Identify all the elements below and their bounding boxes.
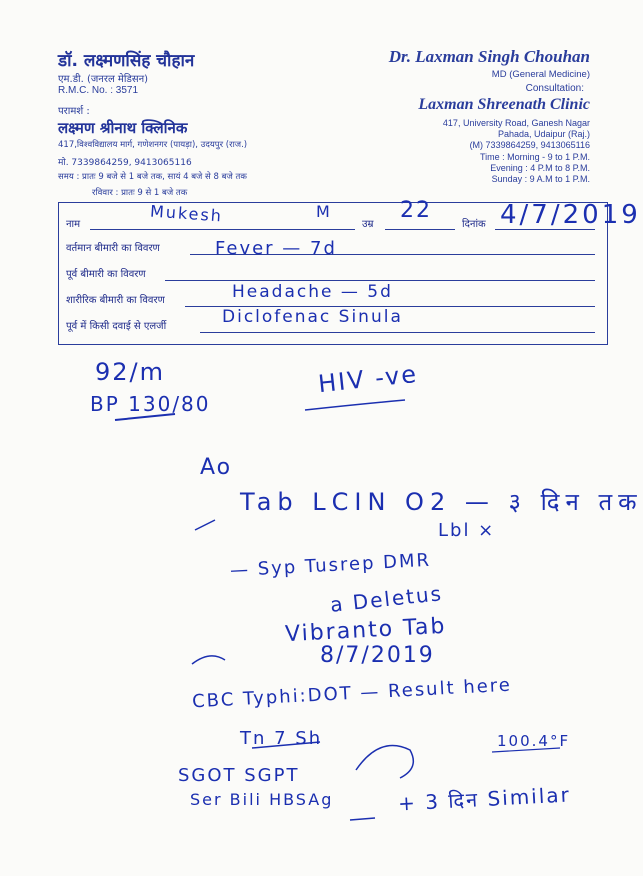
tablet-note: Tab LCIN O2 — ३ दिन तक: [240, 488, 643, 516]
degree-english: MD (General Medicine): [491, 69, 590, 80]
address-hindi: 417,विश्वविद्यालय मार्ग, गणेशनगर (पायड़ा), उदयपुर (राज.): [58, 140, 248, 150]
timing-sunday: Sunday : 9 A.M to 1 P.M.: [491, 174, 590, 184]
timing-hindi: समय : प्रातः 9 बजे से 1 बजे तक, सायं 4 बजे से 8 बजे तक: [58, 172, 247, 182]
timing-morning: Time : Morning - 9 to 1 P.M.: [479, 152, 590, 162]
degree-hindi: एम.डी. (जनरल मेडिसन): [58, 74, 149, 85]
patient-age-value: 22: [400, 198, 432, 223]
allergy-value: Diclofenac Sinula: [222, 307, 403, 327]
clinic-name-english: Laxman Shreenath Clinic: [418, 96, 590, 113]
rmc-number: R.M.C. No. : 3571: [58, 85, 139, 96]
current-illness-label: वर्तमान बीमारी का विवरण: [66, 243, 160, 254]
followup-date-note: 8/7/2019: [320, 643, 435, 668]
patient-name-value: Mukesh: [149, 201, 224, 226]
sunday-timing-hindi: रविवार : प्रातः 9 से 1 बजे तक: [92, 188, 188, 198]
date-label: दिनांक: [462, 219, 486, 230]
serum-note: Ser Bili HBSAg: [190, 790, 334, 809]
pulse-note: 92/m: [95, 358, 166, 386]
physical-illness-label: शारीरिक बीमारी का विवरण: [66, 295, 165, 306]
patient-sex-value: M: [316, 202, 332, 221]
doctor-name-hindi: डॉ. लक्ष्मणसिंह चौहान: [58, 51, 195, 71]
allergy-label: पूर्व में किसी दवाई से एलर्जी: [66, 321, 167, 332]
name-label: नाम: [66, 219, 81, 230]
tn-note: Tn 7 Sh: [240, 728, 323, 749]
vibranto-note: Vibranto Tab: [284, 613, 447, 648]
phone-english: (M) 7339864259, 9413065116: [469, 140, 590, 150]
lbl-note: Lbl ×: [438, 520, 496, 541]
advice-note: Ao: [200, 455, 233, 480]
address-line-2: Pahada, Udaipur (Raj.): [497, 129, 590, 139]
consult-label-english: Consultation:: [525, 83, 584, 94]
physical-illness-value: Headache — 5d: [232, 282, 393, 302]
similar-note: + 3 दिन Similar: [397, 782, 572, 816]
clinic-name-hindi: लक्ष्मण श्रीनाथ क्लिनिक: [58, 119, 188, 137]
doctor-name-english: Dr. Laxman Singh Chouhan: [388, 47, 590, 66]
sgot-note: SGOT SGPT: [178, 765, 300, 786]
consult-label-hindi: परामर्श :: [58, 106, 90, 117]
phone-hindi: मो. 7339864259, 9413065116: [58, 158, 192, 168]
visit-date-value: 4/7/2019: [500, 200, 641, 230]
timing-evening: Evening : 4 P.M to 8 P.M.: [490, 163, 590, 173]
current-illness-value: Fever — 7d: [215, 238, 337, 259]
temperature-note: 100.4°F: [497, 732, 571, 750]
past-illness-label: पूर्व बीमारी का विवरण: [66, 269, 146, 280]
cbc-note: CBC Typhi:DOT — Result here: [191, 674, 513, 713]
syrup-note: — Syp Tusrep DMR: [229, 549, 432, 582]
address-line-1: 417, University Road, Ganesh Nagar: [442, 118, 590, 128]
deletus-note: a Deletus: [329, 581, 445, 617]
bp-note: BP 130/80: [90, 392, 211, 416]
age-label: उम्र: [362, 219, 374, 230]
hiv-note: HIV -ve: [316, 359, 420, 399]
